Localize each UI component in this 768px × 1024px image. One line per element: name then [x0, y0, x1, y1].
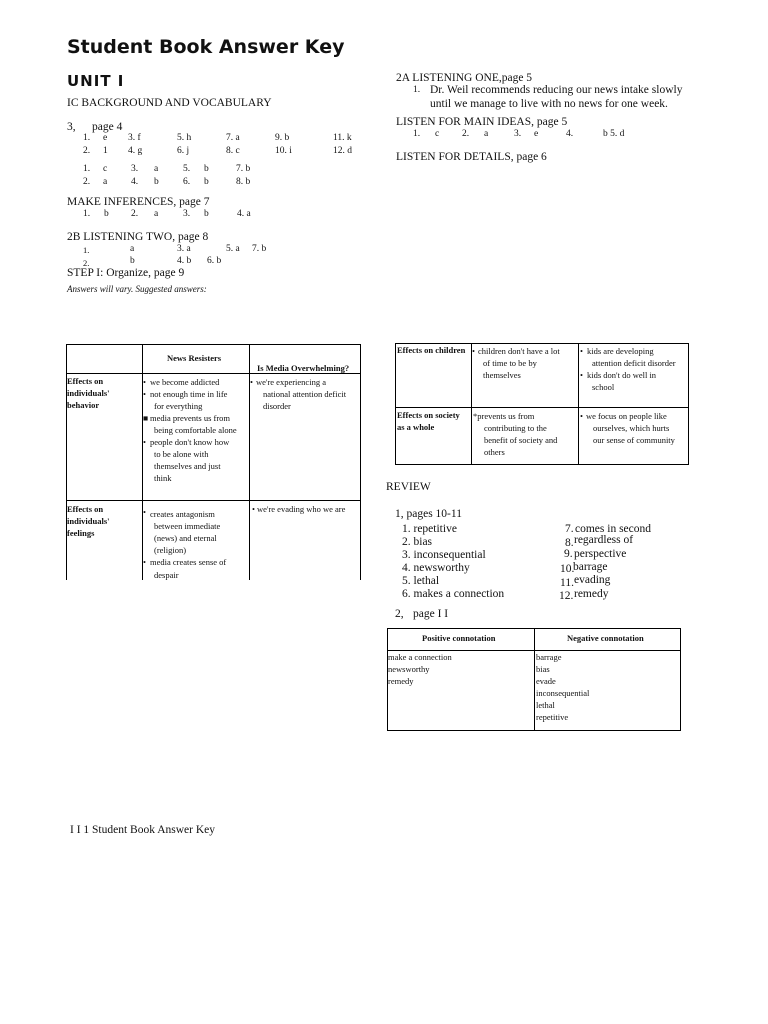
table1-row1-label: Effects on individuals' behavior	[67, 376, 110, 410]
table2-row2-label: Effects on society as a whole	[397, 410, 460, 432]
page-title: Student Book Answer Key	[67, 36, 345, 58]
ex3-page: page 4	[92, 121, 123, 133]
page-footer: I I 1 Student Book Answer Key	[70, 824, 216, 836]
make-inferences-heading: MAKE INFERENCES, page 7	[67, 196, 210, 208]
review-ex1-heading: 1, pages 10-11	[395, 508, 462, 520]
ex3-label: 3,	[67, 121, 76, 133]
table1-col1-header: News Resisters	[167, 353, 222, 363]
step1-heading: STEP I: Organize, page 9	[67, 267, 185, 279]
listening-one-item-number: 1.	[413, 85, 421, 95]
review-ex2-heading: 2,	[395, 608, 404, 620]
list-item: 4. newsworthy	[402, 562, 470, 574]
details-heading: LISTEN FOR DETAILS, page 6	[396, 151, 547, 163]
table1-row2-label: Effects on individuals' feelings	[67, 504, 110, 538]
main-ideas-heading: LISTEN FOR MAIN IDEAS, page 5	[396, 116, 568, 128]
unit-heading: UNIT I	[67, 72, 125, 90]
step1-note: Answers will vary. Suggested answers:	[67, 284, 207, 294]
list-item: 5. lethal	[402, 575, 440, 587]
list-item: 3. inconsequential	[402, 549, 486, 561]
list-item: 1. repetitive	[402, 523, 457, 535]
review-ex2-page: page I I	[413, 608, 449, 620]
listening-one-heading: 2A LISTENING ONE,page 5	[396, 72, 533, 84]
table2-row1-label: Effects on children	[397, 345, 466, 355]
ic-heading: IC BACKGROUND AND VOCABULARY	[67, 97, 272, 109]
listening-one-item-line1: Dr. Weil recommends reducing our news intake slowly	[430, 84, 683, 96]
list-item: 6. makes a connection	[402, 588, 505, 600]
table3-col1-header: Positive connotation	[422, 633, 496, 643]
table3-col2-header: Negative connotation	[567, 633, 644, 643]
listening-two-heading: 2B LISTENING TWO, page 8	[67, 231, 209, 243]
table1-col2-header: Is Media Overwhelming?	[257, 363, 350, 373]
review-heading: REVIEW	[386, 481, 431, 493]
listening-one-item-line2: until we manage to live with no news for one week.	[430, 98, 668, 110]
list-item: 2. bias	[402, 536, 433, 548]
